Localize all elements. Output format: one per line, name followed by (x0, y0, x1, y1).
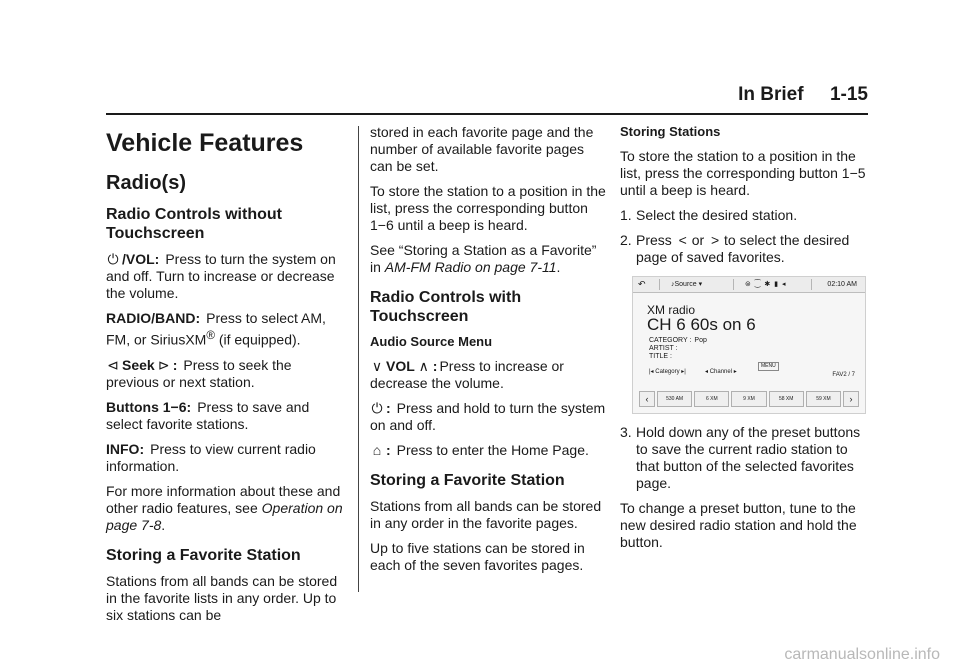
preset-next-icon[interactable]: › (843, 391, 859, 407)
store-text: To store the station to a position in the list, press the corresponding button 1−6 until a beep is heard. (370, 183, 606, 233)
page-title: Vehicle Features (106, 129, 304, 157)
change-text: To change a preset button, tune to the new desired radio station and hold the button. (620, 500, 857, 550)
preset-button[interactable]: 9 XM (731, 391, 766, 407)
column-1 (106, 124, 346, 632)
channel-button[interactable]: ◂ Channel ▸ (705, 369, 737, 375)
step-2: 2. Press < or > to select the desired page of saved favorites. (620, 232, 850, 265)
item-power: ⏻ : Press and hold to turn the system on and off. (370, 400, 606, 433)
fav-text-1: Stations from all bands can be stored in any order in the favorite pages. (370, 498, 602, 531)
heading-audio-source: Audio Source Menu (370, 334, 493, 349)
chevron-up-icon: ∧ (418, 358, 429, 374)
chevron-left-icon: < (678, 232, 687, 248)
column-divider (358, 126, 359, 592)
chevron-right-icon: > (710, 232, 720, 248)
heading-storing-stations: Storing Stations (620, 124, 721, 139)
category-button[interactable]: |◂ Category ▸| (649, 369, 686, 375)
item-buttons: Buttons 1−6: Press to save and select favorite stations. (106, 398, 310, 432)
fav-text-2: Up to five stations can be stored in each of the seven favorites pages. (370, 540, 585, 573)
clock: 02:10 AM (827, 281, 857, 288)
source-button[interactable]: ♪Source ▾ (671, 281, 703, 288)
fav-text: Stations from all bands can be stored in the favorite lists in any order. Up to six stations can be (106, 572, 338, 623)
watermark: carmanualsonline.info (784, 646, 940, 663)
more-info: For more information about these and other radio features, see Operation on page 7-8. (106, 482, 343, 533)
status-icons: ⊜ ⁐ ✱ ▮ ◂ (745, 281, 787, 288)
heading-touchscreen: Radio Controls with Touchscreen (370, 289, 522, 325)
step-1: 1. Select the desired station. (620, 207, 798, 223)
radio-screen-illustration (632, 276, 866, 414)
preset-prev-icon[interactable]: ‹ (639, 391, 655, 407)
item-radio-band: RADIO/BAND: Press to select AM, FM, or SiriusXM® (if equipped). (106, 310, 326, 348)
item-seek: ⊲ Seek ⊳ : Press to seek the previous or next station. (106, 356, 292, 390)
header-rule (106, 113, 868, 115)
step-3: 3. Hold down any of the preset buttons to save the current radio station to that button of the selected favorites page. (620, 424, 861, 491)
preset-row (639, 391, 859, 407)
preset-button[interactable]: 59 XM (806, 391, 841, 407)
menu-button[interactable]: MENU (758, 362, 779, 371)
section-radios: Radio(s) (106, 172, 186, 194)
heading-storing-favorite-2: Storing a Favorite Station (370, 472, 565, 489)
metadata: CATEGORY : Pop ARTIST : TITLE : (649, 337, 707, 360)
page-header (106, 84, 868, 114)
seek-forward-icon: ⊳ (157, 356, 170, 373)
ref-operation[interactable]: Operation on page 7-8 (106, 499, 343, 533)
chevron-down-icon: ∨ (371, 358, 383, 374)
preset-button[interactable]: 58 XM (769, 391, 804, 407)
seek-back-icon: ⊲ (107, 356, 119, 373)
power-icon: ⏻ (371, 400, 383, 416)
column-2 (370, 124, 610, 582)
home-icon: ⌂ (372, 442, 382, 458)
header-title: In Brief 1-15 (738, 84, 868, 105)
screen-top-bar (633, 277, 865, 293)
cont-text: stored in each favorite page and the number of available favorite pages can be set. (370, 124, 594, 174)
fav-page: FAV2 / 7 (832, 372, 855, 378)
heading-storing-favorite: Storing a Favorite Station (106, 546, 301, 564)
ref-am-fm[interactable]: AM-FM Radio on page 7-11 (384, 259, 557, 275)
item-home: ⌂ : Press to enter the Home Page. (370, 442, 610, 459)
station-label: XM radio (647, 303, 696, 317)
channel-label: CH 6 60s on 6 (647, 315, 756, 334)
intro-text: To store the station to a position in the list, press the corresponding button 1−5 until a beep is heard. (620, 148, 866, 198)
back-icon[interactable]: ↶ (638, 279, 646, 289)
see-text: See “Storing a Station as a Favorite” in AM-FM Radio on page 7-11. (370, 242, 597, 275)
column-3 (620, 124, 872, 559)
item-power-vol: ⏻ /VOL: Press to turn the system on and off. Turn to increase or decrease the volume. (106, 251, 336, 301)
item-vol: ∨ VOL ∧ : Press to increase or decrease the volume. (370, 358, 564, 391)
item-info: INFO: Press to view current radio information. (106, 440, 316, 474)
preset-button[interactable]: 6 XM (694, 391, 729, 407)
subsection-no-touchscreen: Radio Controls without Touchscreen (106, 206, 282, 242)
preset-button[interactable]: 530 AM (657, 391, 692, 407)
power-icon: ⏻ (107, 251, 119, 267)
music-note-icon: ♪ (671, 281, 675, 288)
